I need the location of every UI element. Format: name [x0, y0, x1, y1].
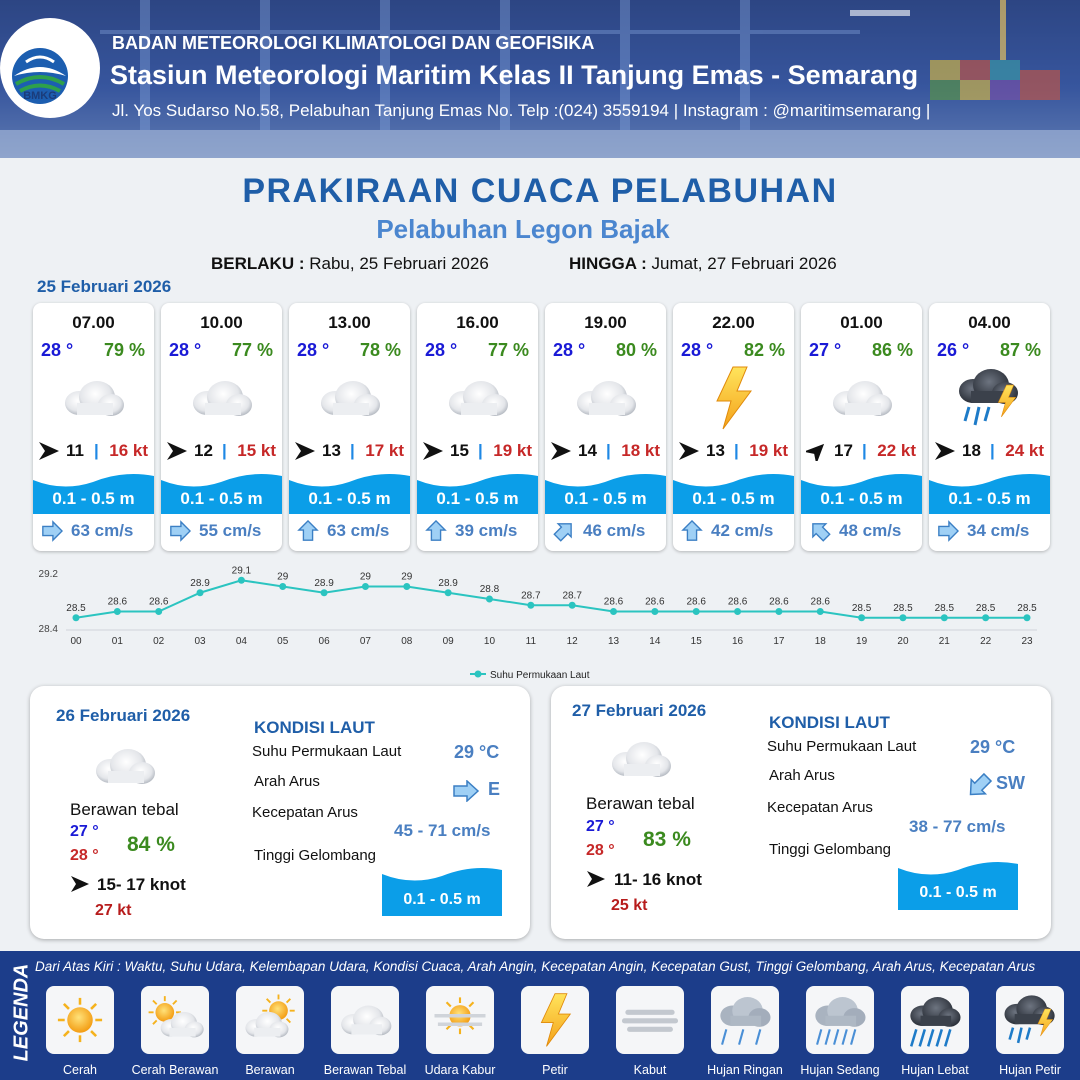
data-point [445, 589, 452, 596]
card-gust: 16 kt [109, 441, 148, 460]
card-humidity: 79 % [103, 340, 145, 360]
data-point [279, 583, 286, 590]
day3-wave: 0.1 - 0.5 m [919, 884, 997, 901]
card-wind [38, 439, 150, 463]
x-tick-label: 02 [153, 636, 165, 647]
x-tick-label: 07 [359, 636, 371, 647]
legend-item [331, 986, 399, 1054]
x-tick-label: 05 [277, 636, 289, 647]
data-label: 28.6 [645, 596, 665, 608]
card-gust: 17 kt [365, 441, 404, 460]
forecast-card [161, 303, 282, 551]
card-wind [806, 439, 918, 463]
card-weather [565, 363, 645, 433]
wind-arrow-icon [550, 441, 572, 461]
current-arrow-icon [452, 780, 480, 802]
wind-arrow-icon [38, 441, 60, 461]
x-tick-label: 06 [318, 636, 330, 647]
hujan-petir-icon [949, 363, 1029, 433]
header-banner [0, 0, 1080, 158]
legend-item [426, 986, 494, 1054]
card-wind [166, 439, 278, 463]
data-point [651, 608, 658, 615]
legend-item-label: Hujan Petir [999, 1063, 1061, 1077]
validity-to [569, 254, 837, 274]
card-humidity: 80 % [615, 340, 657, 360]
card-weather [309, 363, 389, 433]
legend-item-label: Udara Kabur [424, 1063, 496, 1077]
legend-item-label: Berawan Tebal [323, 1063, 407, 1077]
data-point [569, 602, 576, 609]
data-label: 28.8 [479, 584, 500, 595]
card-temperature: 26 ° [937, 340, 970, 360]
data-label: 28.6 [107, 596, 128, 608]
card-wind-speed: 11 [66, 441, 84, 460]
hujan-lebat-icon [901, 990, 969, 1050]
wind-arrow-icon [586, 870, 606, 888]
legend-item [806, 986, 874, 1054]
card-gust: 22 kt [877, 441, 916, 460]
data-label: 28.5 [934, 602, 955, 614]
card-current-speed: 63 cm/s [71, 521, 134, 540]
berawan-tebal-icon [181, 363, 261, 433]
day2-condition: Berawan tebal [70, 800, 179, 819]
card-weather [437, 363, 517, 433]
card-wind [422, 439, 534, 463]
validity-from-value: Rabu, 25 Februari 2026 [309, 254, 489, 273]
current-arrow-icon [681, 520, 703, 542]
card-current [679, 519, 789, 543]
card-gust: 24 kt [1005, 441, 1044, 460]
day2-current-dir-label: Arah Arus [254, 773, 320, 790]
card-weather [181, 363, 261, 433]
card-temperature: 28 ° [297, 340, 330, 360]
card-time: 19.00 [584, 313, 627, 332]
legend-item-label: Hujan Lebat [901, 1063, 969, 1077]
legend-item-label: Hujan Ringan [707, 1063, 783, 1077]
current-arrow-icon [965, 772, 993, 800]
wind-arrow-icon [294, 441, 316, 461]
legend-item-label: Petir [542, 1063, 568, 1077]
day3-current-dir-label: Arah Arus [769, 767, 835, 784]
data-point [775, 608, 782, 615]
card-wind-separator: | [478, 441, 483, 460]
data-point [858, 614, 865, 621]
card-current [295, 519, 405, 543]
forecast-card [417, 303, 538, 551]
legend-series-name: Suhu Permukaan Laut [490, 670, 590, 681]
card-weather [693, 363, 773, 433]
card-current-speed: 48 cm/s [839, 521, 902, 540]
wind-arrow-icon [166, 441, 188, 461]
day3-humidity: 83 % [643, 828, 691, 851]
data-point [941, 614, 948, 621]
forecast-card [289, 303, 410, 551]
card-wave-height: 0.1 - 0.5 m [180, 489, 263, 508]
berawan-tebal-icon [565, 363, 645, 433]
day2-date: 26 Februari 2026 [56, 706, 191, 725]
x-tick-label: 19 [856, 636, 868, 647]
day2-panel [30, 686, 530, 939]
day2-gust: 27 kt [95, 902, 132, 919]
card-wind-speed: 15 [450, 441, 469, 460]
sea-temperature-chart [30, 566, 1050, 686]
day3-panel [551, 686, 1051, 939]
x-tick-label: 17 [773, 636, 785, 647]
day2-current-dir: E [488, 779, 501, 799]
day3-temp-max: 28 ° [586, 842, 615, 859]
x-tick-label: 14 [649, 636, 661, 647]
data-label: 28.9 [314, 577, 334, 589]
card-wind [678, 439, 790, 463]
day2-current-speed-label: Kecepatan Arus [252, 804, 358, 821]
kabut-icon [616, 990, 684, 1050]
x-tick-label: 03 [194, 636, 206, 647]
day2-wind: 15- 17 knot [97, 875, 186, 894]
data-label: 28.7 [562, 590, 582, 602]
legend-marker [475, 671, 482, 678]
berawan-tebal-icon [606, 734, 676, 784]
y-tick-label: 29.2 [38, 569, 58, 580]
card-current [39, 519, 149, 543]
berawan-tebal-icon [53, 363, 133, 433]
x-tick-label: 04 [235, 636, 247, 647]
card-current [423, 519, 533, 543]
day2-sst: 29 °C [454, 742, 500, 762]
legend-item [996, 986, 1064, 1054]
card-gust: 19 kt [493, 441, 532, 460]
x-tick-label: 21 [938, 636, 950, 647]
data-point [899, 614, 906, 621]
x-tick-label: 13 [607, 636, 620, 647]
data-point [403, 583, 410, 590]
berawan-tebal-icon [309, 363, 389, 433]
card-time: 10.00 [200, 313, 243, 332]
card-gust: 18 kt [621, 441, 660, 460]
current-arrow-icon [169, 520, 191, 542]
card-current-speed: 46 cm/s [583, 521, 646, 540]
day2-temp-max: 28 ° [70, 847, 99, 864]
data-point [486, 596, 493, 603]
legend-item-label: Berawan [245, 1063, 295, 1077]
legend-item [236, 986, 304, 1054]
card-current [551, 519, 661, 543]
legend-item-label: Kabut [633, 1063, 667, 1077]
data-point [73, 614, 80, 621]
berawan-tebal-icon [821, 363, 901, 433]
card-wind-separator: | [350, 441, 355, 460]
card-current-speed: 63 cm/s [327, 521, 390, 540]
berawan-tebal-icon [90, 741, 160, 791]
hujan-ringan-icon [711, 990, 779, 1050]
data-label: 29.1 [231, 566, 252, 577]
wind-arrow-icon [934, 441, 956, 461]
card-wind-speed: 13 [322, 441, 341, 460]
legend-item [141, 986, 209, 1054]
wind-arrow-icon [806, 441, 828, 461]
card-time: 22.00 [712, 313, 755, 332]
data-point [197, 589, 204, 596]
card-humidity: 77 % [231, 340, 273, 360]
day2-humidity: 84 % [127, 833, 175, 856]
forecast-card [673, 303, 794, 551]
data-point [1024, 614, 1031, 621]
card-temperature: 28 ° [41, 340, 74, 360]
x-tick-label: 23 [1021, 636, 1033, 647]
card-wind-separator: | [734, 441, 739, 460]
day1-date: 25 Februari 2026 [37, 277, 172, 296]
data-point [982, 614, 989, 621]
day2-wave-label: Tinggi Gelombang [254, 847, 377, 864]
day3-current-dir: SW [996, 773, 1025, 793]
card-humidity: 82 % [743, 340, 785, 360]
card-wind-speed: 12 [194, 441, 213, 460]
day3-sst: 29 °C [970, 737, 1016, 757]
data-point [321, 589, 328, 596]
card-temperature: 28 ° [169, 340, 202, 360]
legend-item-label: Cerah [62, 1063, 98, 1077]
card-wave-height: 0.1 - 0.5 m [692, 489, 775, 508]
card-current-speed: 34 cm/s [967, 521, 1030, 540]
card-time: 16.00 [456, 313, 499, 332]
card-wave-height: 0.1 - 0.5 m [564, 489, 647, 508]
card-time: 13.00 [328, 313, 371, 332]
day2-current-speed: 45 - 71 cm/s [394, 821, 491, 840]
page-title: PRAKIRAAN CUACA PELABUHAN [242, 172, 838, 210]
legend-item [901, 986, 969, 1054]
card-temperature: 28 ° [681, 340, 714, 360]
x-tick-label: 10 [483, 636, 496, 647]
data-label: 28.6 [727, 596, 748, 608]
day3-current-speed: 38 - 77 cm/s [909, 817, 1006, 836]
current-arrow-icon [937, 520, 959, 542]
card-current-speed: 39 cm/s [455, 521, 518, 540]
card-wave-height: 0.1 - 0.5 m [948, 489, 1031, 508]
card-weather [53, 363, 133, 433]
cerah-berawan-icon [141, 990, 209, 1050]
legend-title: LEGENDA [10, 963, 33, 1062]
card-humidity: 87 % [999, 340, 1041, 360]
card-wind [550, 439, 662, 463]
x-tick-label: 22 [980, 636, 992, 647]
data-label: 28.5 [66, 602, 86, 614]
card-temperature: 28 ° [425, 340, 458, 360]
card-weather [821, 363, 901, 433]
data-label: 29 [401, 571, 413, 583]
card-weather [949, 363, 1029, 433]
card-wind [934, 439, 1046, 463]
card-wind-speed: 14 [578, 441, 597, 460]
data-point [155, 608, 162, 615]
data-point [734, 608, 741, 615]
forecast-card [545, 303, 666, 551]
legend-item [46, 986, 114, 1054]
data-label: 28.5 [975, 602, 996, 614]
x-tick-label: 18 [814, 636, 826, 647]
card-gust: 19 kt [749, 441, 788, 460]
station-name: Stasiun Meteorologi Maritim Kelas II Tanjung Emas - Semarang [110, 60, 919, 90]
validity-to-value: Jumat, 27 Februari 2026 [651, 254, 837, 273]
day3-condition: Berawan tebal [586, 794, 695, 813]
legend-item [711, 986, 779, 1054]
day2-sea-title: KONDISI LAUT [254, 718, 375, 737]
day3-sst-label: Suhu Permukaan Laut [767, 738, 917, 755]
data-label: 28.6 [686, 596, 706, 608]
card-wave-height: 0.1 - 0.5 m [52, 489, 135, 508]
day2-sst-label: Suhu Permukaan Laut [252, 743, 402, 760]
card-wind-separator: | [606, 441, 611, 460]
station-address: Jl. Yos Sudarso No.58, Pelabuhan Tanjung Emas No. Telp :(024) 3559194 | Instagram : @maritimsemarang | [112, 101, 931, 120]
y-tick-label: 28.4 [38, 624, 58, 635]
data-point [610, 608, 617, 615]
logo-text: BMKG [23, 90, 57, 102]
data-point [817, 608, 824, 615]
validity-to-label: HINGGA : [569, 254, 647, 273]
berawan-tebal-icon [331, 990, 399, 1050]
petir-icon [693, 363, 773, 433]
data-point [114, 608, 121, 615]
card-current-speed: 55 cm/s [199, 521, 262, 540]
data-point [693, 608, 700, 615]
data-label: 28.6 [810, 596, 830, 608]
forecast-card [801, 303, 922, 551]
legend-item [616, 986, 684, 1054]
card-temperature: 28 ° [553, 340, 586, 360]
x-tick-label: 20 [897, 636, 909, 647]
day3-gust: 25 kt [611, 897, 648, 914]
data-point [238, 577, 245, 584]
current-arrow-icon [809, 520, 831, 542]
x-tick-label: 00 [70, 636, 82, 647]
data-point [362, 583, 369, 590]
card-wind-separator: | [222, 441, 227, 460]
card-gust: 15 kt [237, 441, 276, 460]
card-wind-speed: 18 [962, 441, 981, 460]
x-tick-label: 11 [525, 636, 537, 647]
hujan-petir-icon [996, 990, 1064, 1050]
data-label: 28.5 [893, 602, 913, 614]
data-label: 28.5 [1017, 602, 1037, 614]
card-humidity: 78 % [359, 340, 401, 360]
data-label: 28.7 [521, 590, 541, 602]
x-tick-label: 12 [566, 636, 578, 647]
udara-kabur-icon [426, 990, 494, 1050]
berawan-icon [236, 990, 304, 1050]
day3-temp-min: 27 ° [586, 818, 615, 835]
validity-from-label: BERLAKU : [211, 254, 305, 273]
current-arrow-icon [425, 520, 447, 542]
legend-description: Dari Atas Kiri : Waktu, Suhu Udara, Kelembapan Udara, Kondisi Cuaca, Arah Angin, Kecepatan Angin, Kecepatan Gust, Tinggi Gelombang, Arah Arus, Kecepatan Arus [35, 959, 1036, 974]
card-humidity: 77 % [487, 340, 529, 360]
card-wind-separator: | [862, 441, 867, 460]
day3-sea-title: KONDISI LAUT [769, 713, 890, 732]
berawan-tebal-icon [437, 363, 517, 433]
card-wind-separator: | [94, 441, 99, 460]
card-humidity: 86 % [871, 340, 913, 360]
bmkg-logo [0, 18, 100, 118]
card-wave-height: 0.1 - 0.5 m [308, 489, 391, 508]
current-arrow-icon [553, 520, 575, 542]
card-time: 07.00 [72, 313, 115, 332]
forecast-card [929, 303, 1050, 551]
wind-arrow-icon [422, 441, 444, 461]
page-subtitle: Pelabuhan Legon Bajak [376, 214, 670, 244]
data-point [527, 602, 534, 609]
legend-item-label: Cerah Berawan [131, 1063, 219, 1077]
card-current [167, 519, 277, 543]
data-label: 28.6 [148, 596, 169, 608]
card-wave-height: 0.1 - 0.5 m [820, 489, 903, 508]
data-label: 29 [359, 571, 371, 583]
x-tick-label: 08 [401, 636, 413, 647]
current-arrow-icon [41, 520, 63, 542]
card-wind-speed: 13 [706, 441, 725, 460]
agency-name: BADAN METEOROLOGI KLIMATOLOGI DAN GEOFISIKA [112, 33, 595, 53]
validity-from [211, 254, 489, 274]
x-tick-label: 15 [690, 636, 702, 647]
petir-icon [521, 990, 589, 1050]
data-label: 28.9 [190, 577, 210, 589]
card-time: 04.00 [968, 313, 1011, 332]
data-label: 29 [277, 571, 289, 583]
hujan-sedang-icon [806, 990, 874, 1050]
x-tick-label: 01 [111, 636, 123, 647]
legend-item-label: Hujan Sedang [800, 1063, 880, 1077]
card-wave-height: 0.1 - 0.5 m [436, 489, 519, 508]
legend-item [521, 986, 589, 1054]
data-label: 28.6 [603, 596, 624, 608]
day3-wave-label: Tinggi Gelombang [769, 841, 892, 858]
day2-wave: 0.1 - 0.5 m [403, 891, 481, 908]
wind-arrow-icon [70, 875, 90, 893]
data-label: 28.9 [438, 577, 458, 589]
card-temperature: 27 ° [809, 340, 842, 360]
forecast-card [33, 303, 154, 551]
card-current [807, 519, 917, 543]
cerah-icon [46, 990, 114, 1050]
card-current [935, 519, 1045, 543]
card-wind [294, 439, 406, 463]
day3-date: 27 Februari 2026 [572, 701, 707, 720]
day3-current-speed-label: Kecepatan Arus [767, 799, 873, 816]
day2-temp-min: 27 ° [70, 823, 99, 840]
card-current-speed: 42 cm/s [711, 521, 774, 540]
current-arrow-icon [297, 520, 319, 542]
wind-arrow-icon [678, 441, 700, 461]
data-label: 28.6 [769, 596, 789, 608]
card-wind-separator: | [990, 441, 995, 460]
x-tick-label: 16 [732, 636, 744, 647]
data-label: 28.5 [851, 602, 872, 614]
x-tick-label: 09 [442, 636, 454, 647]
day3-wind: 11- 16 knot [614, 870, 702, 889]
card-wind-speed: 17 [834, 441, 853, 460]
card-time: 01.00 [840, 313, 883, 332]
